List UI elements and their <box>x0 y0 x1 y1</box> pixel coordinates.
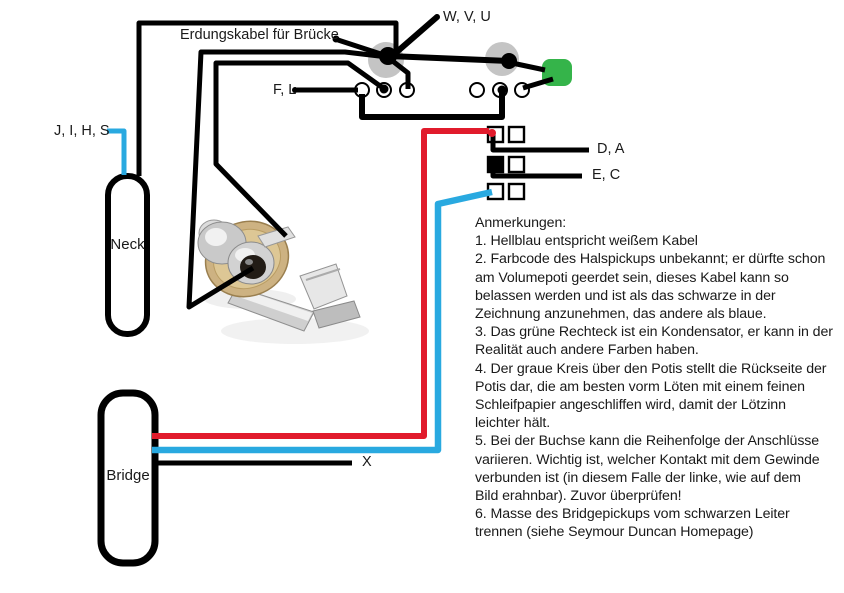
jack-hole-highlight <box>245 259 253 265</box>
casing-to-capacitor-wire <box>512 63 545 70</box>
note-line: trennen (siehe Seymour Duncan Homepage) <box>475 524 754 541</box>
ec-label: E, C <box>592 167 621 183</box>
note-line: 6. Masse des Bridgepickups vom schwarzen Leiter <box>475 506 790 523</box>
note-line: Zeichnung anzunehmen, das andere als blaue. <box>475 306 767 323</box>
neck-pickup-label: Neck <box>110 236 145 253</box>
note-line: 3. Das grüne Rechteck ist ein Kondensator, er kann in der <box>475 324 833 341</box>
jack-bent-contact <box>300 264 347 309</box>
notes-title: Anmerkungen: <box>475 215 567 231</box>
note-line: Schleifpapier angeschliffen wird, damit der Lötzinn <box>475 397 786 414</box>
switch-terminal <box>509 184 524 199</box>
note-line: belassen werden und ist als das schwarze in der <box>475 287 776 304</box>
note-line: 1. Hellblau entspricht weißem Kabel <box>475 233 698 250</box>
ec-wire <box>493 160 582 176</box>
tone-lug2-solder-dot <box>498 86 507 95</box>
da-label: D, A <box>597 141 625 157</box>
fl-label: F, L <box>273 82 297 98</box>
x-label: X <box>362 454 372 470</box>
volume-lug2-solder-dot <box>380 85 389 94</box>
notes-block <box>475 214 841 542</box>
tone-lug-1 <box>470 83 484 97</box>
bridge-pickup-label: Bridge <box>106 467 150 484</box>
switch-terminal-soldered <box>489 158 502 171</box>
note-line: Realität auch andere Farben haben. <box>475 342 699 359</box>
note-line: 2. Farbcode des Halspickups unbekannt; er dürfte schon <box>475 251 826 268</box>
switch-terminal <box>509 157 524 172</box>
wvu-label: W, V, U <box>443 9 491 25</box>
bridge-ground-label: Erdungskabel für Brücke <box>180 27 339 43</box>
note-line: Bild erahnbar). Zuvor überprüfen! <box>475 488 682 505</box>
note-line: am Volumepoti geerdet sein, dieses Kabel kann so <box>475 269 789 286</box>
jack-nut-highlight <box>205 228 227 246</box>
note-line: 4. Der graue Kreis über den Potis stellt die Rückseite der <box>475 360 827 377</box>
jihs-label: J, I, H, S <box>54 123 110 139</box>
note-line: verbunden ist (in diesem Falle der linke, wie auf dem <box>475 469 801 486</box>
volume-pot-solder-blob <box>379 47 397 65</box>
note-line: 5. Bei der Buchse kann die Reihenfolge der Anschlüsse <box>475 433 820 450</box>
note-line: Potis dar, die am besten vorm Löten mit einem feinen <box>475 378 805 395</box>
note-line: leichter hält. <box>475 415 551 432</box>
switch-terminal <box>509 127 524 142</box>
tone-pot-solder-blob <box>501 53 517 69</box>
red-wire-solder-dot <box>488 129 496 137</box>
note-line: variieren. Wichtig ist, welcher Kontakt mit dem Gewinde <box>475 451 820 468</box>
da-wire <box>493 131 589 150</box>
neck-pickup-outline <box>108 176 147 334</box>
